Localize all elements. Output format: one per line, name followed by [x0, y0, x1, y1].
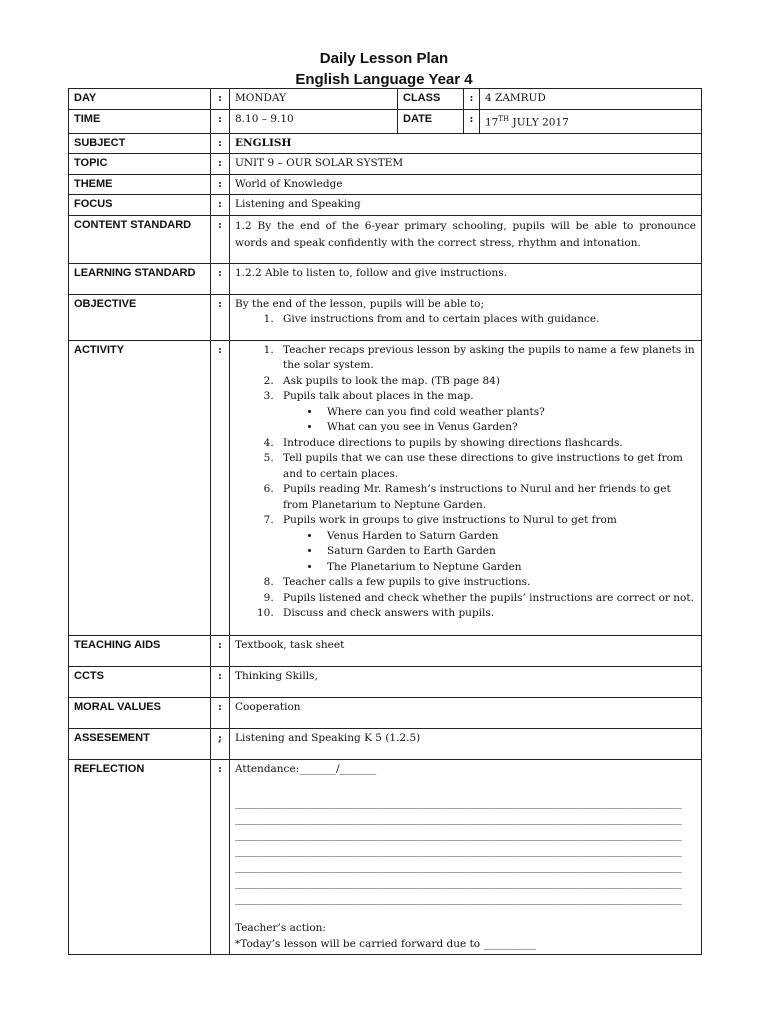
colon: :: [211, 759, 230, 955]
class-label: CLASS: [398, 89, 464, 110]
activity-step: [277, 451, 696, 482]
objective-item: 1. Give instructions from and to certain places with guidance.: [277, 312, 696, 328]
step-text: Tell pupils that we can use these directions to give instructions to get from and to certain places.: [283, 452, 683, 480]
reflection-value: [230, 759, 702, 955]
step-text: Pupils work in groups to give instructions to Nurul to get from: [283, 514, 617, 526]
activity-label: ACTIVITY: [69, 340, 211, 635]
objective-list: [235, 312, 696, 328]
class-value: 4 ZAMRUD: [480, 89, 702, 110]
header: [0, 48, 768, 90]
row-focus: [69, 195, 702, 216]
teaching-aids-label: TEACHING AIDS: [69, 635, 211, 666]
activity-step: [277, 513, 696, 575]
topic-value: UNIT 9 – OUR SOLAR SYSTEM: [230, 154, 702, 175]
row-subject: [69, 133, 702, 154]
lesson-plan-table: [68, 88, 702, 955]
colon: :: [211, 263, 230, 294]
time-value: 8.10 – 9.10: [230, 109, 398, 133]
reflection-line: ____________________________________________________________________________________________: [235, 861, 682, 873]
colon: :: [211, 195, 230, 216]
colon: :: [211, 294, 230, 340]
theme-label: THEME: [69, 174, 211, 195]
colon: :: [464, 89, 480, 110]
assessment-colon: ;: [211, 728, 230, 759]
reflection-label: REFLECTION: [69, 759, 211, 955]
reflection-line: ____________________________________________________________________________________________: [235, 845, 682, 857]
step-text: Pupils reading Mr. Ramesh’s instructions to Nurul and her friends to get from Planetarium to Neptune Garden.: [283, 483, 671, 511]
row-theme: [69, 174, 702, 195]
teaching-aids-value: Textbook, task sheet: [230, 635, 702, 666]
colon: :: [211, 89, 230, 110]
row-teaching-aids: [69, 635, 702, 666]
reflection-line: ____________________________________________________________________________________________: [235, 829, 682, 841]
date-rest: JULY 2017: [509, 116, 569, 128]
teacher-action-text: *Today’s lesson will be carried forward due to __________: [235, 937, 536, 950]
moral-values-label: MORAL VALUES: [69, 697, 211, 728]
bullet-item: • Saturn Garden to Earth Garden: [321, 544, 696, 560]
objective-value: [230, 294, 702, 340]
ccts-value: Thinking Skills,: [230, 666, 702, 697]
step-text: Introduce directions to pupils by showing directions flashcards.: [283, 436, 623, 449]
focus-value: Listening and Speaking: [230, 195, 702, 216]
teacher-action-label: Teacher’s action:: [235, 922, 326, 934]
activity-step: [277, 606, 696, 622]
theme-value: World of Knowledge: [230, 174, 702, 195]
focus-label: FOCUS: [69, 195, 211, 216]
step-3-bullets: [283, 405, 696, 436]
colon: :: [211, 133, 230, 154]
step-text: Pupils talk about places in the map.: [283, 390, 474, 402]
activity-step: [277, 482, 696, 513]
colon: :: [211, 666, 230, 697]
colon: :: [211, 340, 230, 635]
activity-step: [277, 374, 696, 390]
bullet-item: • Venus Harden to Saturn Garden: [321, 529, 696, 545]
reflection-line: ____________________________________________________________________________________________: [235, 893, 682, 905]
activity-value: [230, 340, 702, 635]
bullet-item: • What can you see in Venus Garden?: [321, 420, 696, 436]
page-subtitle: English Language Year 4: [295, 71, 473, 88]
objective-label: OBJECTIVE: [69, 294, 211, 340]
row-content-standard: [69, 215, 702, 263]
date-day: 17: [485, 116, 499, 128]
date-suffix: TH: [498, 114, 510, 123]
activity-step: [277, 343, 696, 374]
page-title: Daily Lesson Plan: [319, 50, 449, 67]
step-text: Discuss and check answers with pupils.: [283, 607, 495, 619]
bullet-item: • Where can you find cold weather plants?: [321, 405, 696, 421]
time-label: TIME: [69, 109, 211, 133]
day-value: MONDAY: [230, 89, 398, 110]
colon: :: [211, 635, 230, 666]
colon: :: [211, 154, 230, 175]
row-reflection: [69, 759, 702, 955]
ccts-label: CCTS: [69, 666, 211, 697]
reflection-line: ____________________________________________________________________________________________: [235, 797, 682, 809]
learning-standard-label: LEARNING STANDARD: [69, 263, 211, 294]
moral-values-value: Cooperation: [230, 697, 702, 728]
row-assessment: [69, 728, 702, 759]
bullet-item: • The Planetarium to Neptune Garden: [321, 560, 696, 576]
activity-steps: [235, 343, 696, 622]
topic-label: TOPIC: [69, 154, 211, 175]
objective-intro: By the end of the lesson, pupils will be able to;: [235, 297, 485, 310]
colon: :: [211, 215, 230, 263]
row-time: [69, 109, 702, 133]
row-moral-values: [69, 697, 702, 728]
learning-standard-value: 1.2.2 Able to listen to, follow and give instructions.: [230, 263, 702, 294]
row-learning-standard: [69, 263, 702, 294]
content-standard-value: 1.2 By the end of the 6-year primary schooling, pupils will be able to pronounce words and speak confidently with the correct stress, rhythm and intonation.: [230, 215, 702, 263]
colon: :: [211, 697, 230, 728]
assessment-label: ASSESEMENT: [69, 728, 211, 759]
subject-label: SUBJECT: [69, 133, 211, 154]
subject-value: ENGLISH: [230, 133, 702, 154]
activity-step: [277, 389, 696, 436]
reflection-line: ____________________________________________________________________________________________: [235, 813, 682, 825]
day-label: DAY: [69, 89, 211, 110]
activity-step: [277, 575, 696, 591]
step-7-bullets: [283, 529, 696, 576]
row-activity: [69, 340, 702, 635]
colon: :: [211, 109, 230, 133]
content-standard-label: CONTENT STANDARD: [69, 215, 211, 263]
date-value: [480, 109, 702, 133]
row-day: [69, 89, 702, 110]
step-text: Ask pupils to look the map. (TB page 84): [283, 374, 500, 387]
activity-step: [277, 591, 696, 607]
row-objective: [69, 294, 702, 340]
attendance-line: Attendance:_______/_______: [235, 762, 377, 775]
assessment-value: Listening and Speaking K 5 (1.2.5): [230, 728, 702, 759]
date-label: DATE: [398, 109, 464, 133]
activity-step: [277, 436, 696, 452]
colon: :: [211, 174, 230, 195]
step-text: Pupils listened and check whether the pupils’ instructions are correct or not.: [283, 591, 694, 604]
reflection-line: ____________________________________________________________________________________________: [235, 877, 682, 889]
row-topic: [69, 154, 702, 175]
step-text: Teacher recaps previous lesson by asking the pupils to name a few planets in the solar system.: [283, 343, 695, 371]
row-ccts: [69, 666, 702, 697]
step-text: Teacher calls a few pupils to give instructions.: [283, 576, 531, 588]
colon: :: [464, 109, 480, 133]
